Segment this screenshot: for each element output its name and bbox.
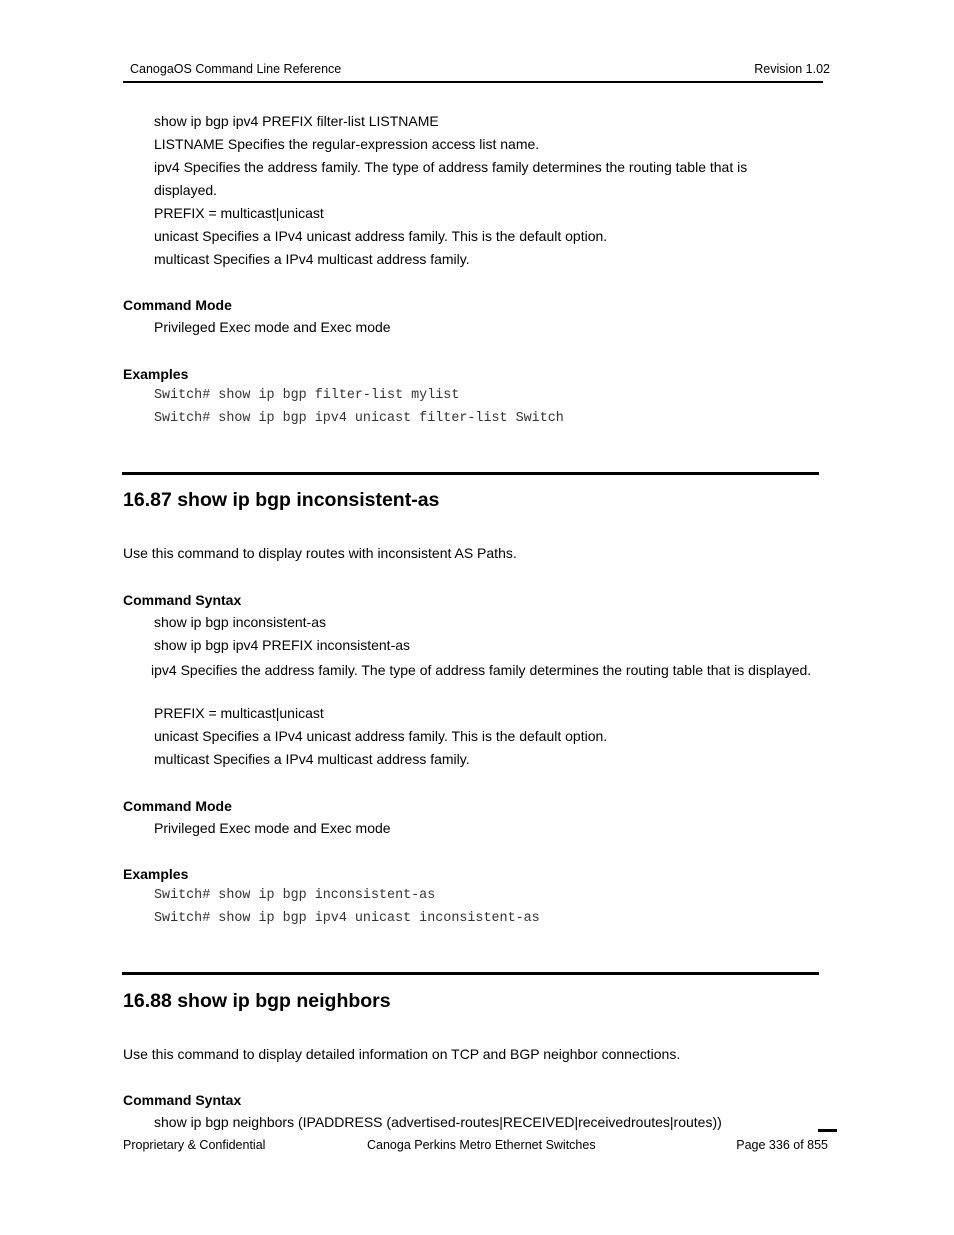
command-syntax-heading: Command Syntax: [123, 1092, 242, 1108]
page-break-mark: [818, 1129, 837, 1132]
command-mode-text: Privileged Exec mode and Exec mode: [154, 319, 391, 335]
header-rule: [123, 81, 823, 83]
syntax-line: multicast Specifies a IPv4 multicast address family.: [154, 251, 470, 267]
syntax-line: show ip bgp ipv4 PREFIX filter-list LISTNAME: [154, 113, 439, 129]
command-mode-heading: Command Mode: [123, 297, 232, 313]
syntax-line: unicast Specifies a IPv4 unicast address family. This is the default option.: [154, 728, 608, 744]
footer-confidential: Proprietary & Confidential: [123, 1138, 266, 1152]
examples-heading: Examples: [123, 866, 189, 882]
syntax-line: LISTNAME Specifies the regular-expression access list name.: [154, 136, 540, 152]
examples-heading: Examples: [123, 366, 189, 382]
syntax-line: unicast Specifies a IPv4 unicast address family. This is the default option.: [154, 228, 608, 244]
syntax-line: ipv4 Specifies the address family. The type of address family determines the routing table that is: [154, 159, 748, 175]
section-title: 16.88 show ip bgp neighbors: [123, 990, 391, 1012]
footer-page-number: Page 336 of 855: [736, 1138, 828, 1152]
example-code: Switch# show ip bgp ipv4 unicast filter-list Switch: [154, 411, 564, 426]
header-doc-title: CanogaOS Command Line Reference: [130, 62, 342, 76]
section-rule: [122, 472, 819, 475]
section-rule: [122, 972, 819, 975]
section-title: 16.87 show ip bgp inconsistent-as: [123, 489, 440, 511]
command-syntax-heading: Command Syntax: [123, 592, 242, 608]
section-description: Use this command to display routes with inconsistent AS Paths.: [123, 545, 517, 561]
syntax-line: show ip bgp inconsistent-as: [154, 614, 326, 630]
syntax-line: show ip bgp neighbors (IPADDRESS (advertised-routes|RECEIVED|receivedroutes|routes)): [154, 1114, 722, 1130]
footer-company: Canoga Perkins Metro Ethernet Switches: [367, 1138, 596, 1152]
section-description: Use this command to display detailed information on TCP and BGP neighbor connections.: [123, 1046, 681, 1062]
example-code: Switch# show ip bgp inconsistent-as: [154, 888, 436, 903]
example-code: Switch# show ip bgp ipv4 unicast inconsistent-as: [154, 911, 540, 926]
syntax-line: displayed.: [154, 182, 218, 198]
header-revision: Revision 1.02: [754, 62, 830, 76]
command-mode-heading: Command Mode: [123, 798, 232, 814]
ipv4-description: ipv4 Specifies the address family. The type of address family determines the routing table that is displayed.: [151, 662, 812, 678]
syntax-line: PREFIX = multicast|unicast: [154, 205, 324, 221]
syntax-line: PREFIX = multicast|unicast: [154, 705, 324, 721]
syntax-line: show ip bgp ipv4 PREFIX inconsistent-as: [154, 637, 411, 653]
syntax-line: multicast Specifies a IPv4 multicast address family.: [154, 751, 470, 767]
example-code: Switch# show ip bgp filter-list mylist: [154, 388, 460, 403]
command-mode-text: Privileged Exec mode and Exec mode: [154, 820, 391, 836]
